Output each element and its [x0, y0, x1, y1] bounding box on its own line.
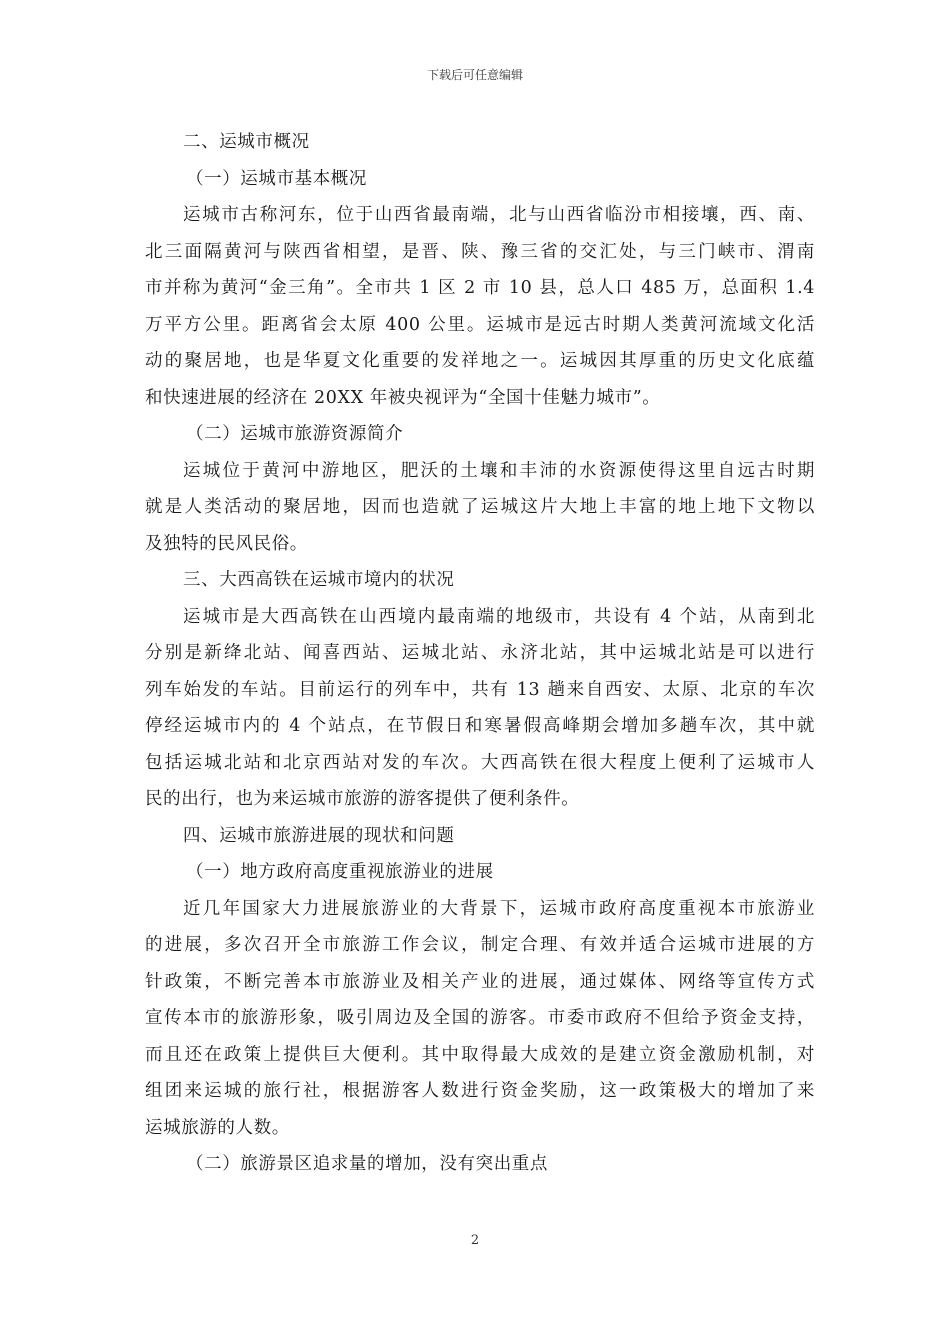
paragraph-line: 及独特的民风民俗。 — [145, 533, 308, 554]
paragraph-line: 针政策，不断完善本市旅游业及相关产业的进展，通过媒体、网络等宣传方式 — [145, 971, 815, 992]
paragraph-line: 和快速进展的经济在 20XX 年被央视评为“全国十佳魅力城市”。 — [145, 387, 661, 408]
section-heading: 二、运城市概况 — [183, 132, 310, 152]
section-heading: 四、运城市旅游进展的现状和问题 — [183, 825, 455, 846]
page-header: 下载后可任意编辑 — [426, 68, 523, 82]
subsection-heading: （一）运城市基本概况 — [186, 168, 367, 189]
paragraph-line: 组团来运城的旅行社，根据游客人数进行资金奖励，这一政策极大的增加了来 — [145, 1081, 815, 1101]
page-number: 2 — [470, 1233, 480, 1248]
paragraph-line: 运城旅游的人数。 — [145, 1117, 290, 1138]
paragraph-line: 的进展，多次召开全市旅游工作会议，制定合理、有效并适合运城市进展的方 — [145, 935, 815, 955]
document-body — [145, 124, 815, 1183]
paragraph-line: 列车始发的车站。目前运行的列车中，共有 13 趟来自西安、太原、北京的车次 — [145, 679, 815, 700]
paragraph-line: 万平方公里。距离省会太原 400 公里。运城市是远古时期人类黄河流域文化活 — [145, 314, 815, 335]
paragraph-line: 市并称为黄河“金三角”。全市共 1 区 2 市 10 县，总人口 485 万，总面积 1.4 — [145, 278, 815, 298]
subsection-heading: （二）旅游景区追求量的增加，没有突出重点 — [186, 1154, 548, 1174]
section-heading: 三、大西高铁在运城市境内的状况 — [183, 570, 455, 590]
subsection-heading: （二）运城市旅游资源简介 — [186, 424, 404, 444]
paragraph-line: 动的聚居地，也是华夏文化重要的发祥地之一。运城因其厚重的历史文化底蕴 — [145, 351, 815, 371]
paragraph-line: 民的出行，也为来运城市旅游的游客提供了便利条件。 — [145, 789, 580, 809]
paragraph-line: 而且还在政策上提供巨大便利。其中取得最大成效的是建立资金激励机制，对 — [145, 1044, 815, 1065]
paragraph-line: 近几年国家大力进展旅游业的大背景下，运城市政府高度重视本市旅游业 — [183, 898, 815, 919]
subsection-heading: （一）地方政府高度重视旅游业的进展 — [186, 862, 494, 882]
paragraph-line: 运城市古称河东，位于山西省最南端，北与山西省临汾市相接壤，西、南、 — [183, 205, 815, 225]
paragraph-line: 宣传本市的旅游形象，吸引周边及全国的游客。市委市政府不但给予资金支持， — [145, 1008, 815, 1028]
paragraph-line: 就是人类活动的聚居地，因而也造就了运城这片大地上丰富的地上地下文物以 — [145, 497, 815, 517]
paragraph-line: 运城位于黄河中游地区，肥沃的土壤和丰沛的水资源使得这里自远古时期 — [183, 460, 815, 481]
paragraph-line: 北三面隔黄河与陕西省相望，是晋、陕、豫三省的交汇处，与三门峡市、渭南 — [145, 241, 815, 262]
paragraph-line: 运城市是大西高铁在山西境内最南端的地级市，共设有 4 个站，从南到北 — [183, 606, 815, 627]
paragraph-line: 包括运城北站和北京西站对发的车次。大西高铁在很大程度上便利了运城市人 — [145, 752, 815, 773]
paragraph-line: 分别是新绛北站、闻喜西站、运城北站、永济北站，其中运城北站是可以进行 — [145, 643, 815, 663]
paragraph-line: 停经运城市内的 4 个站点，在节假日和寒暑假高峰期会增加多趟车次，其中就 — [145, 716, 815, 736]
